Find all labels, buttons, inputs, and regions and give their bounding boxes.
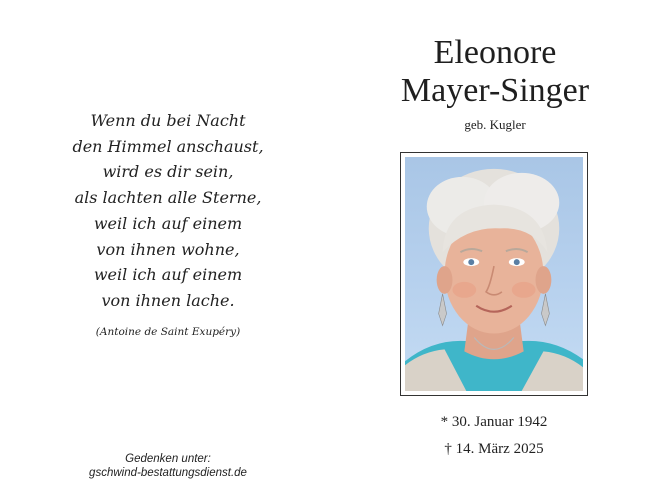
- poem-line: von ihnen lache.: [101, 290, 235, 310]
- iris-shape: [468, 259, 474, 265]
- first-name: Eleonore: [433, 34, 557, 71]
- poem-line: den Himmel anschaust,: [72, 136, 264, 156]
- poem-line: als lachten alle Sterne,: [74, 188, 262, 208]
- ear-shape: [536, 266, 552, 294]
- poem-line: von ihnen wohne,: [96, 239, 240, 259]
- death-date: † 14. März 2025: [444, 441, 544, 457]
- memorial-notice: [48, 452, 288, 480]
- poem-line: weil ich auf einem: [93, 265, 243, 285]
- portrait-photo: [405, 157, 583, 391]
- poem-line: wird es dir sein,: [102, 162, 234, 182]
- cheek-shape: [452, 282, 476, 298]
- photo-frame: [400, 152, 588, 396]
- poem-attribution: (Antoine de Saint Exupéry): [95, 326, 241, 338]
- maiden-name: geb. Kugler: [464, 117, 526, 132]
- earring-shape: [439, 294, 447, 326]
- poem-line: weil ich auf einem: [93, 213, 243, 233]
- cheek-shape: [512, 282, 536, 298]
- memorial-website-link[interactable]: gschwind-bestattungsdienst.de: [89, 467, 247, 479]
- portrait-illustration: [405, 157, 583, 391]
- earring-shape: [541, 294, 549, 326]
- iris-shape: [514, 259, 520, 265]
- poem-line: Wenn du bei Nacht: [90, 111, 246, 130]
- poem: [48, 108, 288, 314]
- birth-date: * 30. Januar 1942: [440, 414, 548, 430]
- deceased-name: [360, 34, 630, 110]
- ear-shape: [437, 266, 453, 294]
- last-name: Mayer-Singer: [400, 72, 590, 109]
- memorial-label: Gedenken unter:: [125, 453, 211, 465]
